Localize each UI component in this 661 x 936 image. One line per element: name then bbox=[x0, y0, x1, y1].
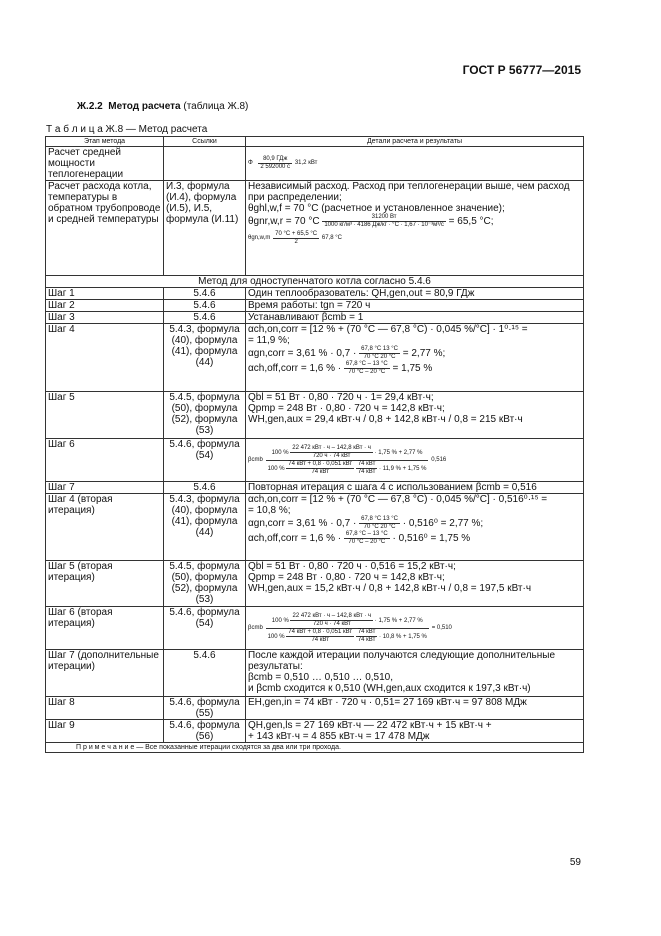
formula-result: 31,2 кВт bbox=[294, 160, 318, 166]
details-cell bbox=[246, 392, 584, 439]
section-title: Метод расчета bbox=[108, 101, 181, 112]
document-id: ГОСТ Р 56777—2015 bbox=[462, 63, 581, 77]
denominator: 720 ч · 74 кВт bbox=[312, 452, 351, 459]
formula-label: Φ bbox=[248, 160, 253, 166]
denominator: 70 °С 20 °С bbox=[363, 524, 396, 530]
stage-cell: Шаг 4 bbox=[46, 324, 164, 392]
formula-fraction bbox=[344, 531, 390, 546]
detail-line: + 143 кВт·ч = 4 855 кВт·ч = 17 478 МДж bbox=[248, 731, 430, 742]
table-span-row bbox=[46, 276, 584, 288]
table-row bbox=[46, 300, 584, 312]
details-cell bbox=[246, 324, 584, 392]
refs-cell: 5.4.6 bbox=[164, 650, 246, 697]
table-row bbox=[46, 324, 584, 392]
stage-cell: Шаг 9 bbox=[46, 720, 164, 743]
note-cell: П р и м е ч а н и е — Все показанные итерации сходятся за два или три прохода. bbox=[46, 743, 584, 753]
term: · 10,8 % + 1,75 % bbox=[379, 633, 427, 640]
detail-line: Qbl = 51 Вт · 0,80 · 720 ч · 1= 29,4 кВт·ч; bbox=[248, 392, 434, 403]
details-cell: Время работы: tgn = 720 ч bbox=[246, 300, 584, 312]
detail-text: = 65,5 °С; bbox=[448, 216, 494, 228]
detail-line: βcmb = 0,510 … 0,510 … 0,510, bbox=[248, 672, 394, 683]
formula-label: βcmb bbox=[248, 624, 263, 631]
details-cell: Один теплообразователь: QH,gen,out = 80,9 ГДж bbox=[246, 288, 584, 300]
numerator: 22 472 кВт · ч – 142,8 кВт · ч bbox=[292, 444, 371, 451]
details-cell bbox=[246, 439, 584, 482]
refs-cell: 5.4.6, формула (56) bbox=[164, 720, 246, 743]
details-cell bbox=[246, 561, 584, 607]
details-cell bbox=[246, 147, 584, 181]
denominator bbox=[266, 629, 429, 644]
detail-line bbox=[248, 346, 581, 361]
detail-line: Qpmp = 248 Вт · 0,80 · 720 ч = 142,8 кВт·ч; bbox=[248, 403, 445, 414]
details-cell bbox=[246, 494, 584, 561]
formula-result: = 0,510 bbox=[431, 624, 452, 631]
term: · 11,9 % + 1,75 % bbox=[379, 465, 427, 472]
table-row bbox=[46, 494, 584, 561]
stage-cell: Шаг 5 bbox=[46, 392, 164, 439]
refs-cell: 5.4.6 bbox=[164, 300, 246, 312]
detail-line: = 10,8 %; bbox=[248, 505, 291, 516]
detail-text: · 0,516⁰ = 1,75 % bbox=[392, 533, 471, 545]
refs-cell: 5.4.6 bbox=[164, 288, 246, 300]
term: 100 % bbox=[267, 633, 285, 640]
beta-fraction bbox=[266, 445, 429, 476]
refs-cell: 5.4.3, формула (40), формула (41), формула (44) bbox=[164, 494, 246, 561]
details-cell bbox=[246, 607, 584, 650]
detail-text: αch,off,corr = 1,6 % · bbox=[248, 363, 342, 375]
detail-line: Qbl = 51 Вт · 0,80 · 720 ч · 0,516 = 15,2 кВт·ч; bbox=[248, 561, 456, 572]
refs-cell: 5.4.6 bbox=[164, 482, 246, 494]
stage-cell: Расчет расхода котла, температуры в обратном трубопроводе и средней температуры bbox=[46, 181, 164, 276]
table-row bbox=[46, 147, 584, 181]
numerator: 67,8 °С 13 °С bbox=[361, 346, 398, 352]
table-row bbox=[46, 561, 584, 607]
denominator bbox=[266, 461, 429, 476]
refs-cell: 5.4.3, формула (40), формула (41), формула (44) bbox=[164, 324, 246, 392]
details-cell bbox=[246, 650, 584, 697]
formula-result: 67,8 °С bbox=[321, 235, 342, 241]
refs-cell bbox=[164, 147, 246, 181]
detail-line bbox=[248, 361, 581, 376]
table-note-row bbox=[46, 743, 584, 753]
table-row bbox=[46, 720, 584, 743]
stage-cell: Расчет средней мощности теплогенерации bbox=[46, 147, 164, 181]
detail-line bbox=[248, 531, 581, 546]
stage-cell: Шаг 7 bbox=[46, 482, 164, 494]
table-row bbox=[46, 607, 584, 650]
stage-cell: Шаг 6 bbox=[46, 439, 164, 482]
term: 100 % bbox=[267, 465, 285, 472]
numerator: 70 °С + 65,5 °С bbox=[275, 231, 318, 237]
stage-cell: Шаг 4 (вторая итерация) bbox=[46, 494, 164, 561]
term: · 1,75 % + 2,77 % bbox=[374, 617, 423, 624]
table-row bbox=[46, 288, 584, 300]
numerator: 74 кВт + 0,8 · 0,051 кВт bbox=[288, 460, 353, 467]
term: · 1,75 % + 2,77 % bbox=[374, 449, 423, 456]
inner-fraction bbox=[286, 461, 354, 476]
table-header-row bbox=[46, 137, 584, 147]
stage-cell: Шаг 1 bbox=[46, 288, 164, 300]
detail-text: θgnr,w,r = 70 °С bbox=[248, 216, 320, 228]
numerator: 80,9 ГДж bbox=[258, 156, 292, 164]
stage-cell: Шаг 5 (вторая итерация) bbox=[46, 561, 164, 607]
denominator: 74 кВт bbox=[311, 468, 329, 475]
refs-cell: 5.4.6, формула (54) bbox=[164, 439, 246, 482]
denominator: 70 °С – 20 °С bbox=[348, 539, 386, 545]
numerator: 74 кВт + 0,8 · 0,051 кВт bbox=[288, 628, 353, 635]
detail-line: = 11,9 %; bbox=[248, 335, 290, 346]
detail-text: αgn,corr = 3,61 % · 0,7 · bbox=[248, 348, 357, 360]
numerator: 67,8 °С – 13 °С bbox=[345, 531, 388, 537]
denominator: 74 кВт bbox=[357, 468, 376, 475]
detail-text: = 2,77 %; bbox=[402, 348, 446, 360]
numerator bbox=[266, 445, 429, 461]
denominator: 2 bbox=[294, 239, 298, 245]
detail-line: αch,on,corr = [12 % + (70 °С — 67,8 °С) · 0,045 %/°С] · 0,516⁰·¹⁵ = bbox=[248, 494, 548, 505]
refs-cell: И.3, формула (И.4), формула (И.5), И.5, формула (И.11) bbox=[164, 181, 246, 276]
numerator: 74 кВт bbox=[357, 460, 376, 467]
numerator bbox=[266, 613, 429, 629]
detail-text: · 0,516⁰ = 2,77 %; bbox=[402, 518, 484, 530]
refs-cell: 5.4.6, формула (54) bbox=[164, 607, 246, 650]
detail-line: и βcmb сходится к 0,510 (WH,gen,aux сходится к 197,3 кВт·ч) bbox=[248, 683, 531, 694]
formula-label: θgn,w,m bbox=[248, 235, 271, 241]
page-number: 59 bbox=[569, 857, 581, 868]
details-cell bbox=[246, 720, 584, 743]
detail-text: αgn,corr = 3,61 % · 0,7 · bbox=[248, 518, 357, 530]
detail-line: WH,gen,aux = 29,4 кВт·ч / 0,8 + 142,8 кВт·ч / 0,8 = 215 кВт·ч bbox=[248, 414, 523, 425]
detail-line: После каждой итерации получаются следующие дополнительные результаты: bbox=[248, 650, 556, 672]
stage-cell: Шаг 8 bbox=[46, 697, 164, 720]
table-row bbox=[46, 312, 584, 324]
inner-fraction bbox=[286, 629, 354, 644]
denominator: 2 592000 с bbox=[260, 164, 291, 170]
detail-line bbox=[248, 231, 581, 246]
refs-cell: 5.4.6 bbox=[164, 312, 246, 324]
header-refs: Ссылки bbox=[164, 137, 246, 147]
beta-fraction bbox=[266, 613, 429, 644]
section-ref: (таблица Ж.8) bbox=[183, 101, 249, 112]
formula-result: 0,516 bbox=[431, 456, 447, 463]
denominator: 70 °С – 20 °С bbox=[348, 369, 386, 375]
denominator: 1000 кг/м³ · 4186 Дж/кг · °С · 1,67 · 10⁻³м³/с bbox=[324, 222, 444, 228]
inner-fraction bbox=[290, 445, 373, 460]
stage-cell: Шаг 2 bbox=[46, 300, 164, 312]
span-cell: Метод для одноступенчатого котла согласно 5.4.6 bbox=[46, 276, 584, 288]
denominator: 70 °С 20 °С bbox=[363, 354, 396, 360]
details-cell: Устанавливают βcmb = 1 bbox=[246, 312, 584, 324]
refs-cell: 5.4.5, формула (50), формула (52), формула (53) bbox=[164, 561, 246, 607]
inner-fraction bbox=[290, 613, 373, 628]
details-cell bbox=[246, 181, 584, 276]
formula-fraction bbox=[359, 516, 400, 531]
numerator: 74 кВт bbox=[357, 628, 376, 635]
detail-line: αch,on,corr = [12 % + (70 °С — 67,8 °С) · 0,045 %/°С] · 1⁰·¹⁵ = bbox=[248, 324, 528, 335]
table-row bbox=[46, 482, 584, 494]
section-heading bbox=[77, 101, 248, 112]
denominator: 74 кВт bbox=[357, 636, 376, 643]
denominator: 720 ч · 74 кВт bbox=[312, 620, 351, 627]
table-row bbox=[46, 650, 584, 697]
section-number: Ж.2.2 bbox=[77, 101, 103, 112]
formula-fraction bbox=[322, 214, 446, 229]
numerator: 31200 Вт bbox=[322, 214, 446, 222]
formula-fraction bbox=[359, 346, 400, 361]
numerator: 67,8 °С – 13 °С bbox=[345, 361, 388, 367]
detail-line bbox=[248, 516, 581, 531]
detail-line: θghl,w,f = 70 °С (расчетное и установленное значение); bbox=[248, 203, 505, 214]
detail-text: = 1,75 % bbox=[392, 363, 433, 375]
formula-fraction bbox=[273, 231, 319, 246]
detail-line: QH,gen,ls = 27 169 кВт·ч — 22 472 кВт·ч + 15 кВт·ч + bbox=[248, 720, 492, 731]
numerator: 22 472 кВт · ч – 142,8 кВт · ч bbox=[292, 612, 372, 619]
calculation-table bbox=[45, 136, 584, 753]
table-caption: Т а б л и ц а Ж.8 — Метод расчета bbox=[46, 124, 208, 135]
header-details: Детали расчета и результаты bbox=[246, 137, 584, 147]
inner-fraction bbox=[356, 461, 378, 476]
stage-cell: Шаг 3 bbox=[46, 312, 164, 324]
detail-line: WH,gen,aux = 15,2 кВт·ч / 0,8 + 142,8 кВт·ч / 0,8 = 197,5 кВт·ч bbox=[248, 583, 532, 594]
term: 100 % bbox=[271, 449, 289, 456]
table-row bbox=[46, 697, 584, 720]
numerator: 67,8 °С 13 °С bbox=[361, 516, 398, 522]
detail-line bbox=[248, 214, 581, 229]
inner-fraction bbox=[356, 629, 378, 644]
stage-cell: Шаг 6 (вторая итерация) bbox=[46, 607, 164, 650]
term: 100 % bbox=[271, 617, 289, 624]
table-row bbox=[46, 392, 584, 439]
table-row bbox=[46, 439, 584, 482]
table-row bbox=[46, 181, 584, 276]
header-stage: Этап метода bbox=[46, 137, 164, 147]
formula-label: βcmb bbox=[248, 456, 263, 463]
refs-cell: 5.4.5, формула (50), формула (52), формула (53) bbox=[164, 392, 246, 439]
formula-fraction bbox=[344, 361, 390, 376]
detail-line: Независимый расход. Расход при теплогенерации выше, чем расход при распределении; bbox=[248, 181, 570, 203]
detail-line: Qpmp = 248 Вт · 0,80 · 720 ч = 142,8 кВт·ч; bbox=[248, 572, 445, 583]
details-cell: EH,gen,in = 74 кВт · 720 ч · 0,51= 27 169 кВт·ч = 97 808 МДж bbox=[246, 697, 584, 720]
denominator: 74 кВт bbox=[311, 636, 329, 643]
formula-fraction bbox=[258, 156, 292, 171]
detail-text: αch,off,corr = 1,6 % · bbox=[248, 533, 342, 545]
stage-cell: Шаг 7 (дополнительные итерации) bbox=[46, 650, 164, 697]
details-cell: Повторная итерация с шага 4 с использованием βcmb = 0,516 bbox=[246, 482, 584, 494]
refs-cell: 5.4.6, формула (55) bbox=[164, 697, 246, 720]
